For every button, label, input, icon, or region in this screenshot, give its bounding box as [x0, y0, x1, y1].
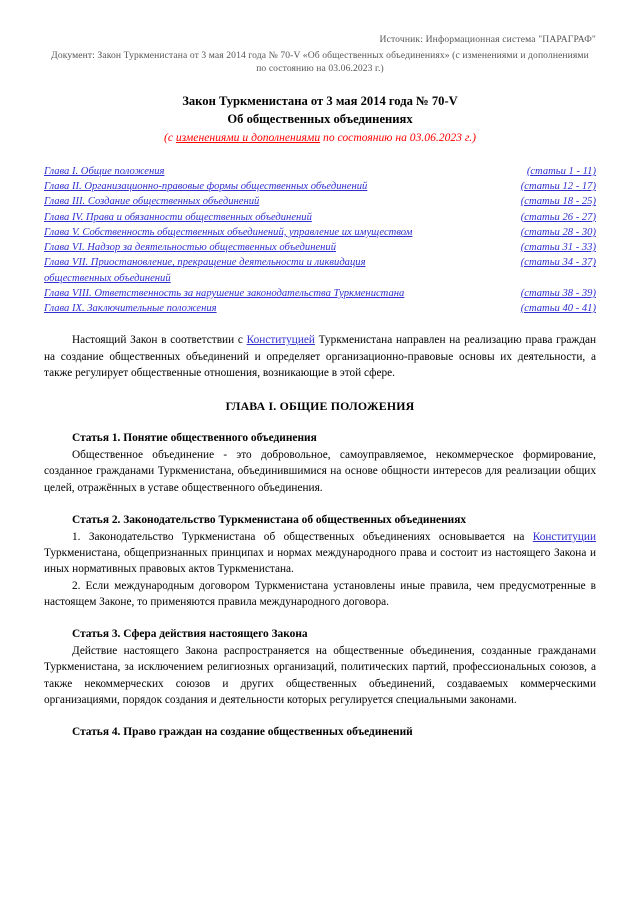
toc-row [44, 194, 596, 209]
constitution-link[interactable]: Конституцией [246, 334, 315, 347]
toc-entry-chapter-7 [44, 255, 430, 286]
article-2-paragraph-1 [44, 529, 596, 578]
toc-articles-link[interactable]: (статьи 38 - 39) [520, 287, 596, 299]
toc-articles-link[interactable]: (статьи 18 - 25) [520, 196, 596, 208]
toc-link[interactable]: Глава II. Организационно-правовые формы общественных объединений [44, 181, 368, 192]
table-of-contents [44, 164, 596, 317]
article-2-text-part-1: 1. Законодательство Туркменистана об общественных объединениях основывается на [72, 530, 533, 543]
toc-articles-chapter-7 [430, 255, 596, 286]
toc-entry-chapter-5 [44, 225, 430, 240]
toc-articles-chapter-6 [430, 240, 596, 255]
toc-link[interactable]: Глава IX. Заключительные положения [44, 303, 217, 314]
toc-articles-link[interactable]: (статьи 31 - 33) [520, 242, 596, 253]
document-reference-line: Документ: Закон Туркменистана от 3 мая 2014 года № 70-V «Об общественных объединениях» (с изменениями и дополнениями по состоянию на 03.06.2023 г.) [51, 49, 589, 74]
toc-entry-chapter-6 [44, 240, 430, 255]
toc-articles-chapter-1 [430, 164, 596, 179]
toc-entry-chapter-9 [44, 301, 430, 316]
toc-articles-link[interactable]: (статьи 34 - 37) [520, 257, 596, 269]
toc-row [44, 210, 596, 225]
page-title-line-1: Закон Туркменистана от 3 мая 2014 года № 70-V [182, 93, 458, 108]
toc-articles-chapter-5 [430, 225, 596, 240]
toc-row [44, 225, 596, 240]
article-2-text-part-2: Туркменистана, общепризнанных принципах и нормах международного права и состоит из настоящего Закона и иных нормативных правовых актов Туркменистана. [44, 547, 596, 576]
subtitle-prefix: (с [163, 131, 176, 145]
page-title-line-2: Об общественных объединениях [227, 112, 413, 127]
toc-row [44, 286, 596, 301]
preamble-paragraph [44, 332, 596, 381]
toc-row [44, 179, 596, 194]
toc-entry-chapter-1 [44, 164, 430, 179]
amendments-subtitle [44, 129, 596, 146]
toc-row [44, 240, 596, 255]
article-2-heading: Статья 2. Законодательство Туркменистана об общественных объединениях [72, 513, 467, 526]
source-line: Источник: Информационная система "ПАРАГРАФ" [379, 34, 596, 45]
toc-articles-link[interactable]: (статьи 40 - 41) [520, 303, 596, 314]
preamble-text-part-1: Настоящий Закон в соответствии с [72, 334, 247, 347]
subtitle-suffix: по состоянию на 03.06.2023 г.) [320, 131, 477, 145]
toc-articles-chapter-8 [430, 286, 596, 301]
article-4-heading: Статья 4. Право граждан на создание общественных объединений [72, 726, 413, 739]
toc-articles-chapter-9 [430, 301, 596, 316]
toc-link[interactable]: Глава VIII. Ответственность за нарушение законодательства Туркменистана [44, 287, 405, 299]
toc-link[interactable]: Глава III. Создание общественных объединений [44, 196, 260, 208]
toc-entry-chapter-4 [44, 210, 430, 225]
toc-row [44, 255, 596, 286]
chapter-1-heading: ГЛАВА I. ОБЩИЕ ПОЛОЖЕНИЯ [225, 399, 415, 414]
toc-articles-link[interactable]: (статьи 1 - 11) [526, 165, 596, 177]
toc-articles-link[interactable]: (статьи 28 - 30) [520, 226, 596, 238]
toc-row [44, 164, 596, 179]
toc-articles-link[interactable]: (статьи 12 - 17) [520, 181, 596, 192]
amendments-link[interactable]: изменениями и дополнениями [175, 131, 321, 145]
toc-link[interactable]: Глава VI. Надзор за деятельностью общественных объединений [44, 242, 336, 253]
toc-link[interactable]: Глава VII. Приостановление, прекращение деятельности и ликвидация общественных объединений [44, 257, 366, 284]
toc-articles-chapter-3 [430, 194, 596, 209]
toc-row [44, 301, 596, 316]
article-1-body: Общественное объединение - это добровольное, самоуправляемое, некоммерческое формирование, созданное гражданами Туркменистана, объединившимися на основе общности интересов для реализации общих целей, отражённых в уставе общественного объединения. [44, 449, 596, 494]
article-2-paragraph-2: 2. Если международным договором Туркменистана установлены иные правила, чем предусмотренные в настоящем Законе, то применяются правила международного договора. [44, 579, 596, 608]
article-3-heading: Статья 3. Сфера действия настоящего Закона [72, 628, 308, 641]
toc-entry-chapter-2 [44, 179, 430, 194]
article-3-body: Действие настоящего Закона распространяется на общественные объединения, созданные гражданами Туркменистана, за исключением религиозных организаций, политических партий, профессиональных союзов, а также некоммерческих союзов и других общественных объединений, создаваемых коммерческими организациями, порядок создания и деятельности которых регулируется специальными законами. [44, 645, 596, 706]
toc-link[interactable]: Глава V. Собственность общественных объединений, управление их имуществом [44, 226, 413, 238]
toc-articles-chapter-4 [430, 210, 596, 225]
toc-articles-link[interactable]: (статьи 26 - 27) [520, 211, 596, 223]
preamble-text-part-2: Туркменистана направлен на реализацию права граждан на создание общественных объединений и определяет организационно-правовые основы их деятельности, а также регулирует общественные отношения, возникающие в этой сфере. [44, 334, 597, 379]
toc-link[interactable]: Глава I. Общие положения [44, 165, 165, 177]
toc-entry-chapter-3 [44, 194, 430, 209]
toc-link[interactable]: Глава IV. Права и обязанности общественных объединений [44, 211, 312, 223]
toc-articles-chapter-2 [430, 179, 596, 194]
article-1-heading: Статья 1. Понятие общественного объединения [72, 432, 317, 445]
constitution-link[interactable]: Конституции [532, 530, 596, 543]
toc-entry-chapter-8 [44, 286, 430, 301]
